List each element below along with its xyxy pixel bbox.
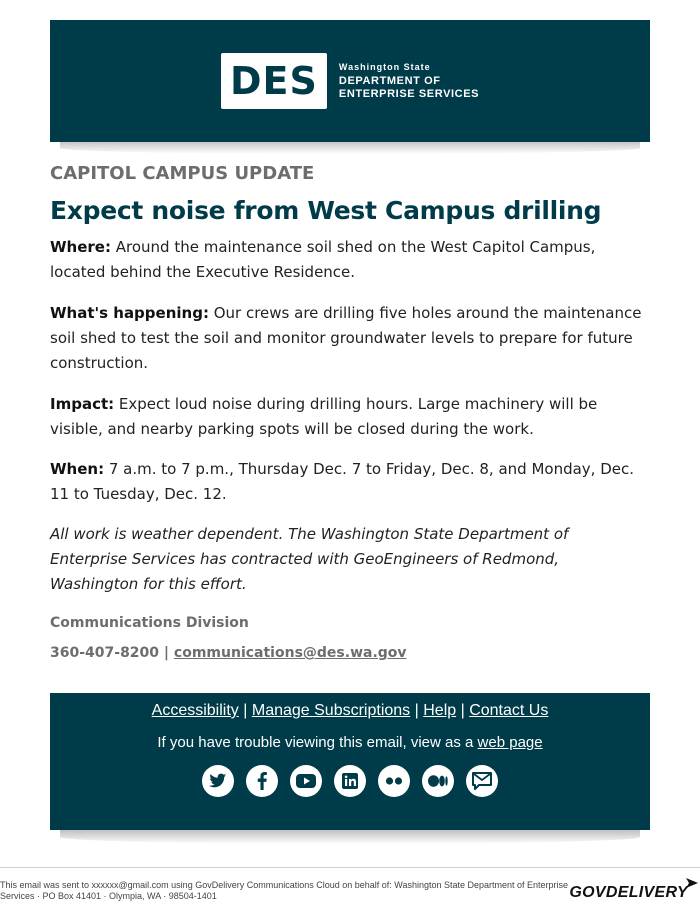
where-text: Around the maintenance soil shed on the West Capitol Campus, located behind the Executive Residence. bbox=[50, 238, 596, 281]
when-paragraph bbox=[50, 457, 650, 507]
signature-separator: | bbox=[159, 645, 174, 661]
help-link[interactable]: Help bbox=[423, 702, 457, 719]
signature-division: Communications Division bbox=[50, 615, 249, 631]
link-separator: | bbox=[460, 702, 465, 719]
contact-us-link[interactable]: Contact Us bbox=[469, 702, 549, 719]
email-signup-icon[interactable] bbox=[466, 765, 498, 797]
when-text: 7 a.m. to 7 p.m., Thursday Dec. 7 to Friday, Dec. 8, and Monday, Dec. 11 to Tuesday, Dec. 12. bbox=[50, 460, 634, 503]
logo-text: DES bbox=[229, 59, 318, 103]
signature-phone: 360-407-8200 bbox=[50, 645, 160, 661]
when-label: When: bbox=[50, 460, 105, 478]
headline: Expect noise from West Campus drilling bbox=[50, 196, 602, 225]
des-logo[interactable] bbox=[221, 53, 327, 109]
flickr-icon[interactable] bbox=[378, 765, 410, 797]
twitter-icon[interactable] bbox=[202, 765, 234, 797]
signature-contact bbox=[50, 645, 650, 661]
footer-links bbox=[50, 702, 650, 720]
govdelivery-logo[interactable]: GOVDELIVERY bbox=[569, 884, 688, 901]
trouble-viewing bbox=[50, 734, 650, 751]
web-page-link[interactable]: web page bbox=[477, 734, 543, 751]
youtube-icon[interactable] bbox=[290, 765, 322, 797]
linkedin-icon[interactable] bbox=[334, 765, 366, 797]
facebook-icon[interactable] bbox=[246, 765, 278, 797]
social-icons bbox=[50, 765, 650, 797]
happening-text: Our crews are drilling five holes around the maintenance soil shed to test the soil and monitor groundwater levels to prepare for future construction. bbox=[50, 304, 642, 372]
agency-state: Washington State bbox=[338, 61, 431, 72]
medium-icon[interactable] bbox=[422, 765, 454, 797]
trouble-text: If you have trouble viewing this email, view as a bbox=[157, 734, 478, 751]
happening-label: What's happening: bbox=[50, 304, 209, 322]
header-shadow bbox=[60, 142, 640, 154]
agency-name bbox=[339, 62, 479, 101]
weather-note: All work is weather dependent. The Washington State Department of Enterprise Services has contracted with GeoEngineers of Redmond, Washington for this effort. bbox=[50, 525, 569, 593]
link-separator: | bbox=[243, 702, 248, 719]
agency-dept-line1: DEPARTMENT OF bbox=[338, 74, 441, 87]
impact-text: Expect loud noise during drilling hours. Large machinery will be visible, and nearby parking spots will be closed during the work. bbox=[50, 395, 598, 438]
where-label: Where: bbox=[50, 238, 111, 256]
impact-label: Impact: bbox=[50, 395, 115, 413]
signature-email-link[interactable]: communications@des.wa.gov bbox=[173, 645, 407, 661]
kicker: CAPITOL CAMPUS UPDATE bbox=[50, 163, 315, 184]
manage-subscriptions-link[interactable]: Manage Subscriptions bbox=[251, 702, 411, 719]
govdelivery-mark-icon bbox=[686, 878, 698, 888]
header-banner bbox=[50, 20, 650, 142]
accessibility-link[interactable]: Accessibility bbox=[151, 702, 239, 719]
happening-paragraph bbox=[50, 301, 650, 376]
govdelivery-bar bbox=[0, 867, 700, 910]
footer-banner bbox=[50, 693, 650, 830]
agency-dept-line2: ENTERPRISE SERVICES bbox=[338, 87, 480, 100]
where-paragraph bbox=[50, 235, 650, 285]
delivery-disclaimer: This email was sent to xxxxxx@gmail.com using GovDelivery Communications Cloud on behalf of: Washington State Department of Enterprise Services · PO Box 41401 · Olympia, WA · 98504-1401 bbox=[0, 880, 569, 901]
footer-shadow bbox=[60, 830, 640, 844]
link-separator: | bbox=[414, 702, 419, 719]
impact-paragraph bbox=[50, 392, 650, 442]
